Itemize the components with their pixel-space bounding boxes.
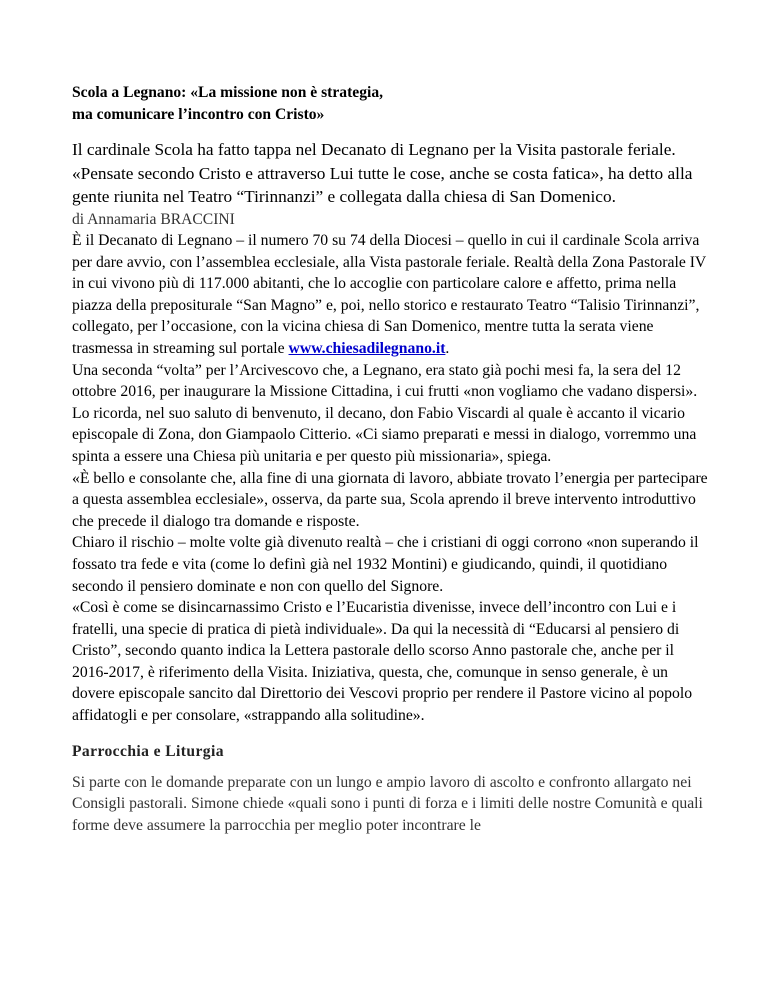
chiesadilegnano-link[interactable]: www.chiesadilegnano.it [288,339,446,357]
body-paragraph-3: «È bello e consolante che, alla fine di una giornata di lavoro, abbiate trovato l’energia per partecipare a questa assemblea ecclesiale», osserva, da parte sua, Scola aprendo il breve intervento introduttivo che precede il dialogo tra domande e risposte. [72,469,708,530]
body-paragraph-2: Una seconda “volta” per l’Arcivescovo che, a Legnano, era stato già pochi mesi fa, la sera del 12 ottobre 2016, per inaugurare la Missione Cittadina, i cui frutti «non vogliamo che vadano dispersi». Lo ricorda, nel suo saluto di benvenuto, il decano, don Fabio Viscardi al quale è accanto il vicario episcopale di Zona, don Giampaolo Citterio. «Ci siamo preparati e messi in dialogo, vorremmo una spinta a essere una Chiesa più unitaria e per questo più missionaria», spiega. [72,361,698,465]
article-title-line-2: ma comunicare l’incontro con Cristo» [72,105,325,123]
body-paragraph-1-text: È il Decanato di Legnano – il numero 70 su 74 della Diocesi – quello in cui il cardinale Scola arriva per dare avvio, con l’assemblea ecclesiale, alla Vista pastorale feriale. Realtà della Zona Pastorale IV in cui vivono più di 117.000 abitanti, che lo accoglie con particolare calore e affetto, prima nella piazza della prepositurale “San Magno” e, poi, nello storico e restaurato Teatro “Talisio Tirinnanzi”, collegato, per l’occasione, con la vicina chiesa di San Domenico, mentre tutta la serata viene trasmessa in streaming sul portale [72,232,706,357]
article-byline: di Annamaria BRACCINI [72,210,235,228]
article-title-line-1: Scola a Legnano: «La missione non è strategia, [72,84,384,101]
document-page [72,82,712,836]
body-paragraph-4: Chiaro il rischio – molte volte già divenuto realtà – che i cristiani di oggi corrono «non superando il fossato tra fede e vita (come lo definì già nel 1932 Montini) e giudicando, quindi, il quotidiano secondo il pensiero dominate e non con quello del Signore. [72,534,699,595]
section-paragraph-1: Si parte con le domande preparate con un lungo e ampio lavoro di ascolto e confronto allargato nei Consigli pastorali. Simone chiede «quali sono i punti di forza e i limiti delle nostre Comunità e quali forme deve assumere la parrocchia per meglio poter incontrare le [72,773,703,834]
section-heading: Parrocchia e Liturgia [72,742,224,760]
body-paragraph-5: «Così è come se disincarnassimo Cristo e l’Eucaristia divenisse, invece dell’incontro con Lui e i fratelli, una specie di pratica di pietà individuale». Da qui la necessità di “Educarsi al pensiero di Cristo”, secondo quanto indica la Lettera pastorale dello scorso Anno pastorale che, anche per il 2016-2017, è riferimento della Visita. Iniziativa, questa, che, comunque in senso generale, è un dovere episcopale sancito dal Direttorio dei Vescovi proprio per rendere il Pastore vicino al popolo affidatogli e per consolare, «strappando alla solitudine». [72,599,693,725]
body-paragraph-1 [72,230,710,360]
body-paragraph-1-end: . [445,339,450,357]
article-lede: Il cardinale Scola ha fatto tappa nel Decanato di Legnano per la Visita pastorale feriale. «Pensate secondo Cristo e attraverso Lui tutte le cose, anche se costa fatica», ha detto alla gente riunita nel Teatro “Tirinnanzi” e collegata dalla chiesa di San Domenico. [72,140,693,206]
article-title [72,82,712,125]
